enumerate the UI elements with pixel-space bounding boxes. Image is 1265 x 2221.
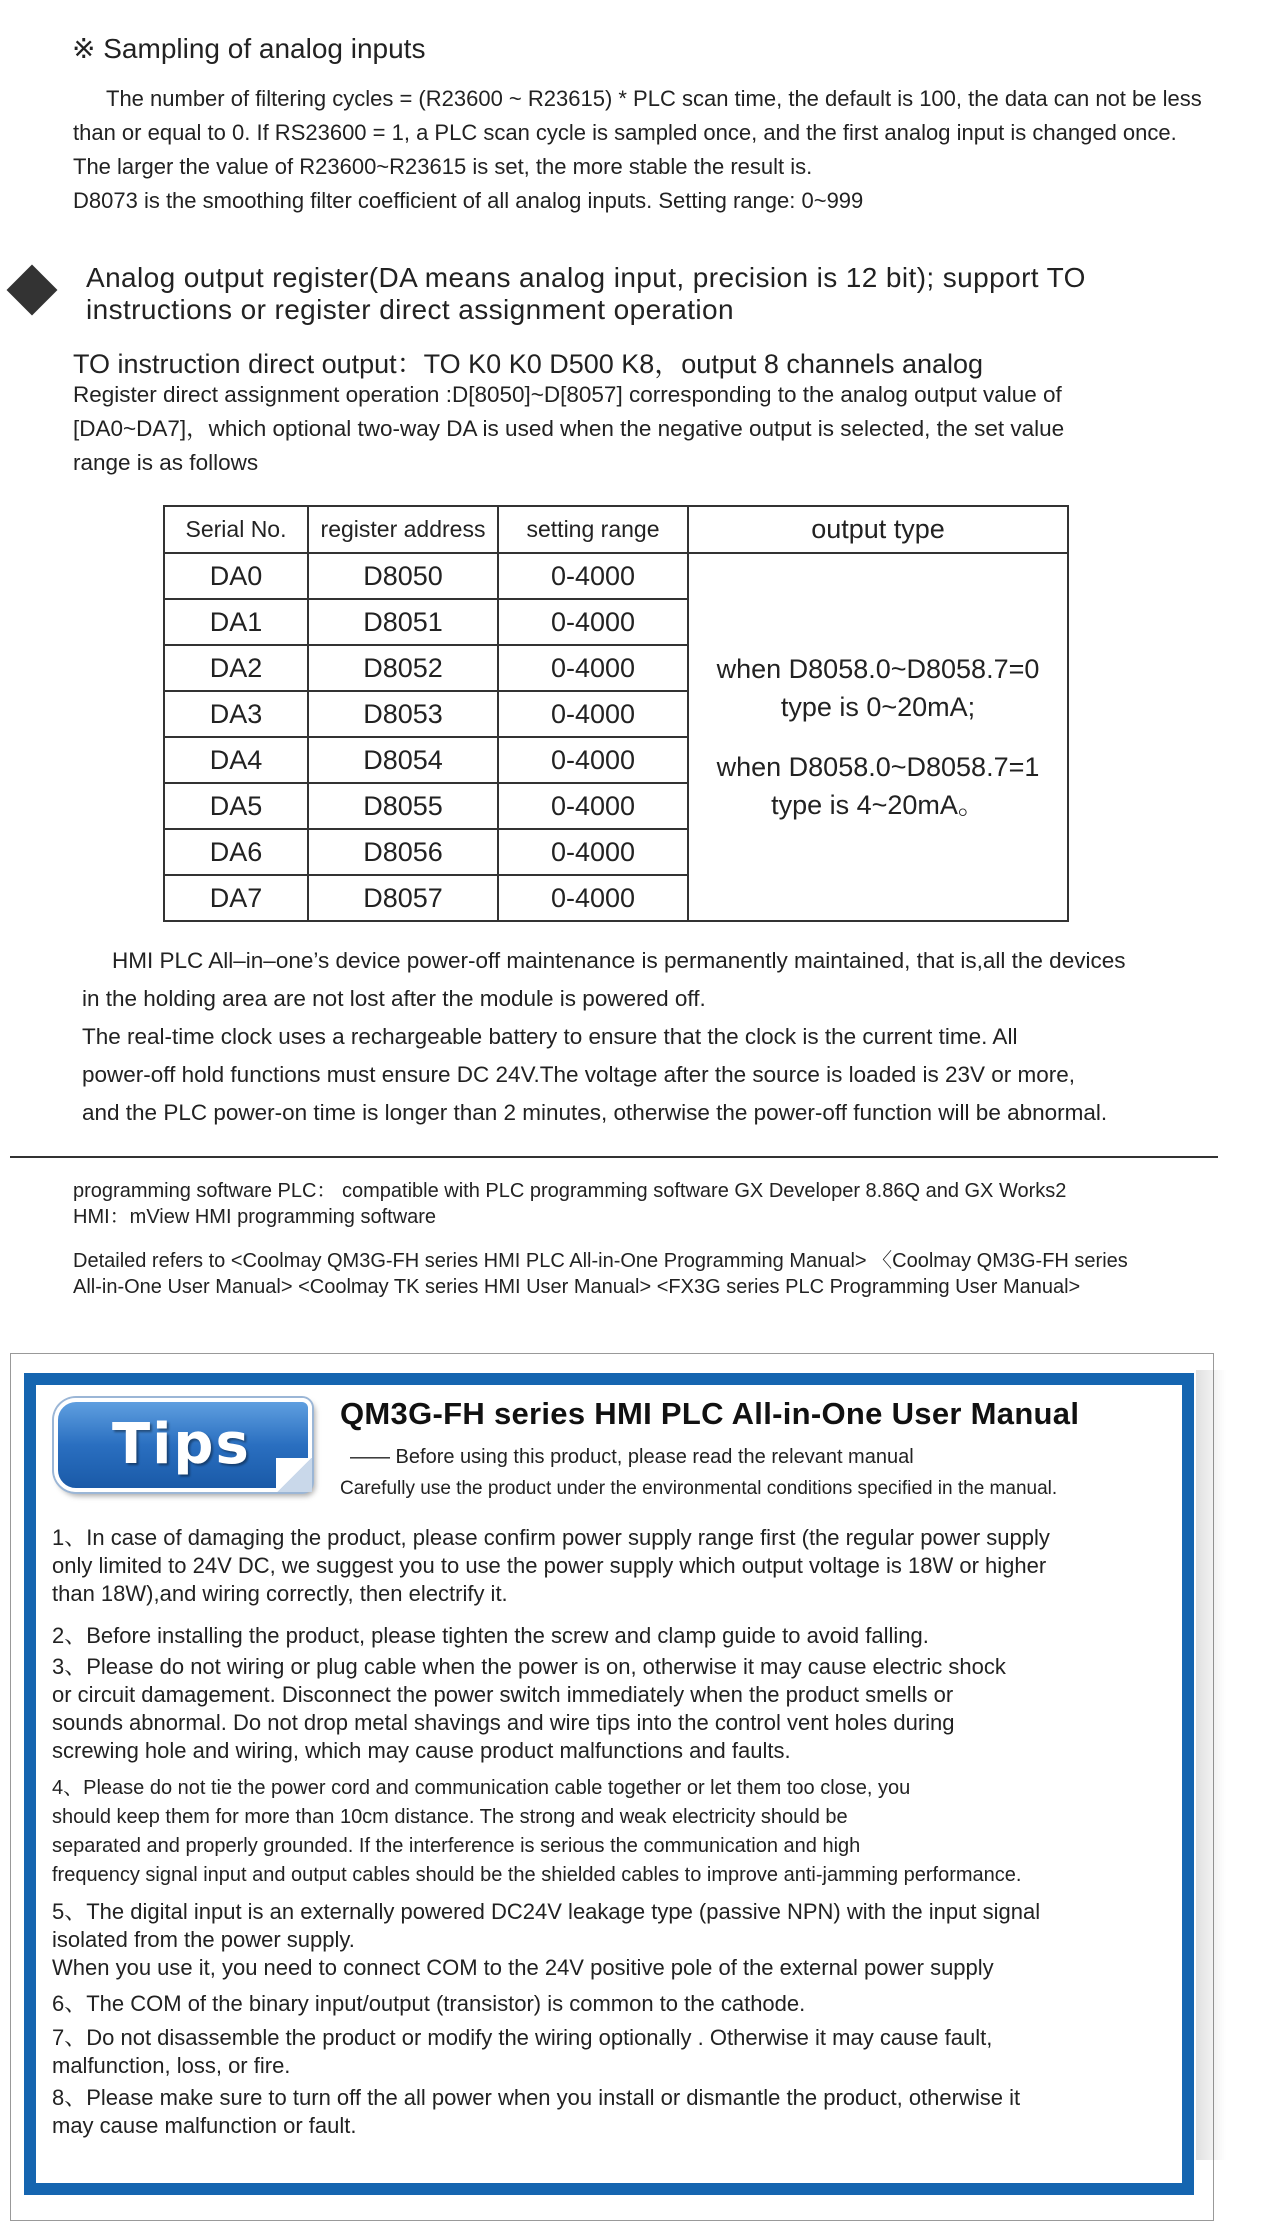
tip-item-7 [52, 2024, 992, 2080]
cell-serial: DA1 [164, 599, 308, 645]
tip-line: screwing hole and wiring, which may cause product malfunctions and faults. [52, 1738, 791, 1763]
register-line: range is as follows [73, 450, 259, 475]
cell-range: 0-4000 [498, 829, 688, 875]
cell-serial: DA4 [164, 737, 308, 783]
tips-badge [54, 1398, 312, 1492]
heading-line: instructions or register direct assignment operation [86, 294, 734, 325]
to-instruction-line: TO instruction direct output：TO K0 K0 D500 K8，output 8 channels analog [73, 349, 984, 379]
tips-subtitle: Carefully use the product under the environmental conditions specified in the manual. [340, 1478, 1058, 1499]
tip-line: When you use it, you need to connect COM to the 24V positive pole of the external power supply [52, 1955, 994, 1980]
cell-serial: DA3 [164, 691, 308, 737]
table-row [164, 553, 1068, 599]
holding-paragraph [82, 942, 1125, 1132]
cell-range: 0-4000 [498, 645, 688, 691]
cell-register: D8052 [308, 645, 498, 691]
tip-item-3 [52, 1653, 1006, 1765]
tip-line: separated and properly grounded. If the interference is serious the communication and high [52, 1835, 861, 1857]
tip-item-1 [52, 1524, 1050, 1608]
tip-line: sounds abnormal. Do not drop metal shavings and wire tips into the control vent holes during [52, 1710, 955, 1735]
output-type-line: when D8058.0~D8058.7=1 [716, 752, 1040, 782]
cell-serial: DA6 [164, 829, 308, 875]
cell-register: D8051 [308, 599, 498, 645]
cell-register: D8050 [308, 553, 498, 599]
tip-line: than 18W),and wiring correctly, then electrify it. [52, 1581, 508, 1606]
header-output-type: output type [688, 506, 1068, 553]
cell-register: D8055 [308, 783, 498, 829]
holding-line: The real-time clock uses a rechargeable battery to ensure that the clock is the current time. All [82, 1024, 1018, 1049]
heading-line: Analog output register(DA means analog input, precision is 12 bit); support TO [86, 262, 1086, 293]
tip-item-2 [52, 1622, 929, 1650]
tips-badge-label: Tips [112, 1412, 251, 1477]
sampling-paragraph [73, 82, 1243, 218]
holding-line: HMI PLC All–in–one’s device power-off maintenance is permanently maintained, that is,all the devices [112, 948, 1126, 973]
cell-serial: DA5 [164, 783, 308, 829]
tips-subtitle: —— Before using this product, please read the relevant manual [350, 1446, 914, 1468]
output-type-line: type is 4~20mA。 [771, 790, 985, 820]
output-type-line: type is 0~20mA; [780, 692, 976, 722]
output-type-line: when D8058.0~D8058.7=0 [716, 654, 1040, 684]
tip-line: 5、The digital input is an externally powered DC24V leakage type (passive NPN) with the input signal [52, 1899, 1041, 1924]
header-register-address: register address [308, 506, 498, 553]
manual-references [73, 1248, 1128, 1300]
tip-line: frequency signal input and output cables should be the shielded cables to improve anti-jamming performance. [52, 1864, 1022, 1886]
software-plc: programming software PLC： compatible with PLC programming software GX Developer 8.86Q and GX Works2 [73, 1180, 1067, 1202]
page-curl-icon [276, 1458, 312, 1492]
software-hmi: HMI：mView HMI programming software [73, 1206, 437, 1228]
cell-range: 0-4000 [498, 553, 688, 599]
section-divider [10, 1156, 1218, 1158]
register-line: Register direct assignment operation :D[8050]~D[8057] corresponding to the analog output value of [73, 382, 1062, 407]
register-line: [DA0~DA7]，which optional two-way DA is used when the negative output is selected, the set value [73, 416, 1065, 441]
sampling-line: D8073 is the smoothing filter coefficient of all analog inputs. Setting range: 0~999 [73, 188, 864, 213]
da-register-table [163, 505, 1069, 922]
holding-line: in the holding area are not lost after the module is powered off. [82, 986, 706, 1011]
tip-item-5 [52, 1898, 1040, 1982]
tip-line: 4、Please do not tie the power cord and communication cable together or let them too close, you [52, 1777, 911, 1799]
header-setting-range: setting range [498, 506, 688, 553]
tip-line: 2、Before installing the product, please tighten the screw and clamp guide to avoid falling. [52, 1623, 929, 1648]
cell-register: D8054 [308, 737, 498, 783]
cell-serial: DA0 [164, 553, 308, 599]
tip-item-4 [52, 1774, 1021, 1890]
analog-output-heading [86, 262, 1086, 326]
cell-range: 0-4000 [498, 783, 688, 829]
tip-item-6 [52, 1990, 805, 2018]
tip-line: 7、Do not disassemble the product or modify the wiring optionally . Otherwise it may cause fault, [52, 2025, 993, 2050]
tip-line: or circuit damagement. Disconnect the power switch immediately when the product smells or [52, 1682, 954, 1707]
tip-line: 6、The COM of the binary input/output (transistor) is common to the cathode. [52, 1991, 806, 2016]
tip-line: 3、Please do not wiring or plug cable when the power is on, otherwise it may cause electric shock [52, 1654, 1006, 1679]
register-paragraph [73, 378, 1064, 480]
tip-line: 8、Please make sure to turn off the all power when you install or dismantle the product, otherwise it [52, 2085, 1021, 2110]
tip-line: should keep them for more than 10cm distance. The strong and weak electricity should be [52, 1806, 848, 1828]
tip-line: malfunction, loss, or fire. [52, 2053, 291, 2078]
tip-item-8 [52, 2084, 1020, 2140]
sampling-line: The larger the value of R23600~R23615 is set, the more stable the result is. [73, 154, 813, 179]
cell-serial: DA7 [164, 875, 308, 921]
reference-line: All-in-One User Manual> <Coolmay TK series HMI User Manual> <FX3G series PLC Programming User Manual> [73, 1276, 1081, 1298]
software-info [73, 1178, 1066, 1230]
tip-line: 1、In case of damaging the product, please confirm power supply range first (the regular power supply [52, 1525, 1050, 1550]
sampling-title: ※ Sampling of analog inputs [72, 33, 426, 64]
diamond-bullet-icon [7, 265, 58, 316]
holding-line: and the PLC power-on time is longer than 2 minutes, otherwise the power-off function will be abnormal. [82, 1100, 1108, 1125]
cell-range: 0-4000 [498, 691, 688, 737]
header-serial-no: Serial No. [164, 506, 308, 553]
tip-line: only limited to 24V DC, we suggest you to use the power supply which output voltage is 18W or higher [52, 1553, 1047, 1578]
tip-line: isolated from the power supply. [52, 1927, 355, 1952]
holding-line: power-off hold functions must ensure DC 24V.The voltage after the source is loaded is 23V or more, [82, 1062, 1076, 1087]
reference-line: Detailed refers to <Coolmay QM3G-FH series HMI PLC All-in-One Programming Manual> 〈Coolmay QM3G-FH series [73, 1250, 1128, 1272]
cell-register: D8057 [308, 875, 498, 921]
cell-register: D8056 [308, 829, 498, 875]
tips-title: QM3G-FH series HMI PLC All-in-One User Manual [340, 1396, 1080, 1431]
cell-range: 0-4000 [498, 875, 688, 921]
tip-line: may cause malfunction or fault. [52, 2113, 357, 2138]
cell-range: 0-4000 [498, 737, 688, 783]
cell-output-type [688, 553, 1068, 921]
table-header-row [164, 506, 1068, 553]
cell-range: 0-4000 [498, 599, 688, 645]
tips-shadow [1196, 1370, 1226, 2160]
cell-register: D8053 [308, 691, 498, 737]
cell-serial: DA2 [164, 645, 308, 691]
sampling-line: The number of filtering cycles = (R23600 ~ R23615) * PLC scan time, the default is 100, the data can not be less [106, 86, 1202, 111]
sampling-line: than or equal to 0. If RS23600 = 1, a PLC scan cycle is sampled once, and the first analog input is changed once. [73, 120, 1177, 145]
